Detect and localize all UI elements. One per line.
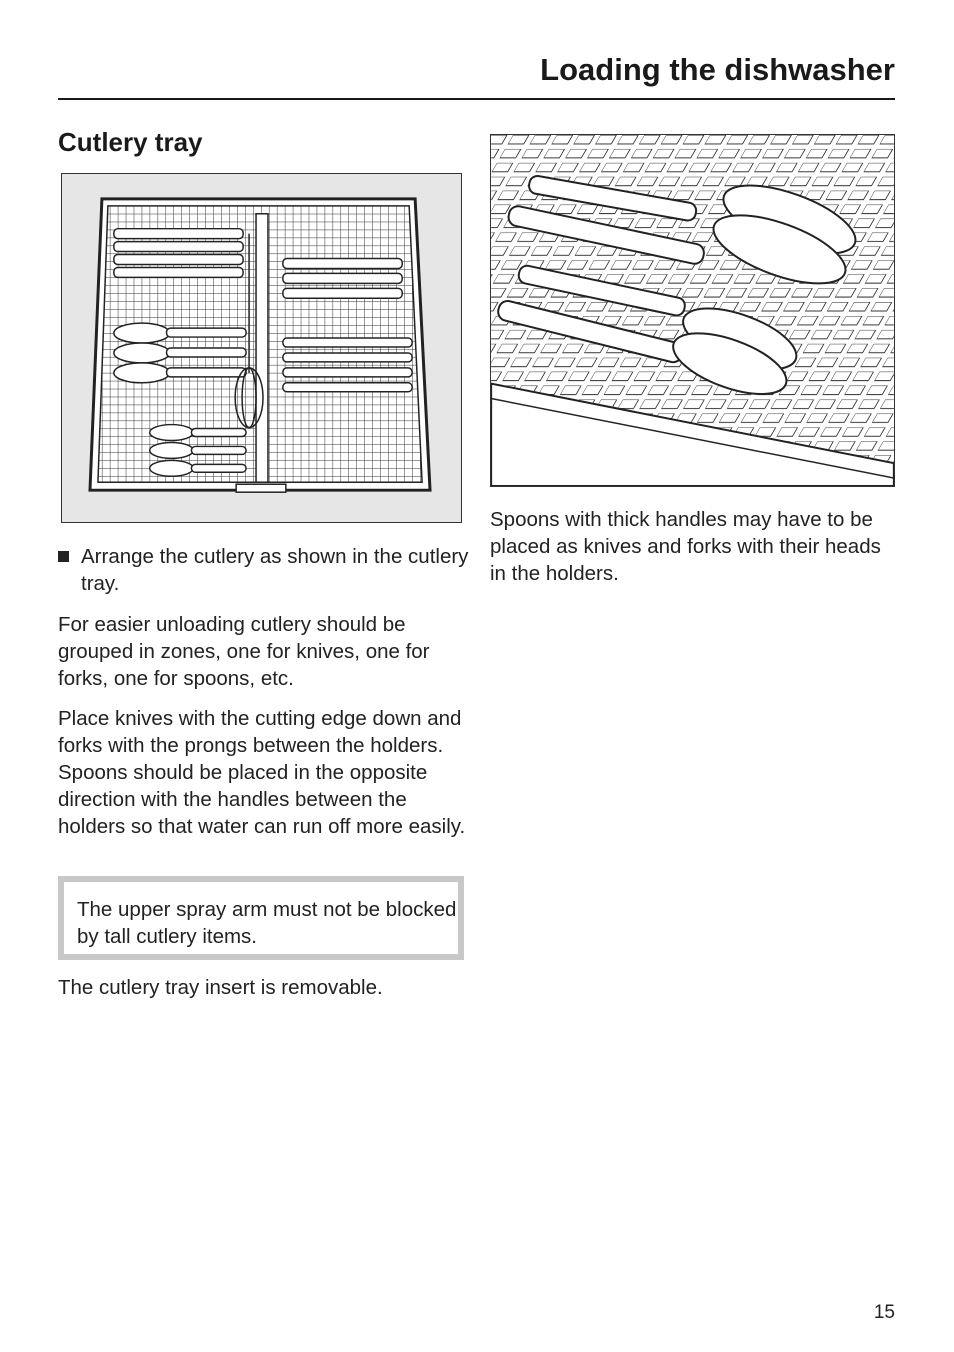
paragraph-thick-handles: Spoons with thick handles may have to be placed as knives and forks with their heads in the holders. <box>490 508 881 585</box>
paragraph-grouping: For easier unloading cutlery should be grouped in zones, one for knives, one for forks, one for spoons, etc. <box>58 613 430 690</box>
spoons-in-holders-illustration <box>490 134 895 487</box>
warning-note: The upper spray arm must not be blocked by tall cutlery items. <box>58 876 464 960</box>
page-number: 15 <box>873 1302 895 1323</box>
paragraph-placement: Place knives with the cutting edge down and forks with the prongs between the holders. Spoons should be placed in the opposite direction with the handles between the holders so that water can run off more easily. <box>58 707 466 838</box>
page-title: Loading the dishwasher <box>540 52 895 87</box>
section-title: Cutlery tray <box>58 127 203 157</box>
bullet-text: Arrange the cutlery as shown in the cutlery tray. <box>81 545 469 595</box>
bullet-square-icon <box>58 551 69 562</box>
paragraph-removable: The cutlery tray insert is removable. <box>58 976 383 999</box>
header-rule <box>58 98 895 100</box>
cutlery-tray-top-view-illustration <box>61 173 462 523</box>
